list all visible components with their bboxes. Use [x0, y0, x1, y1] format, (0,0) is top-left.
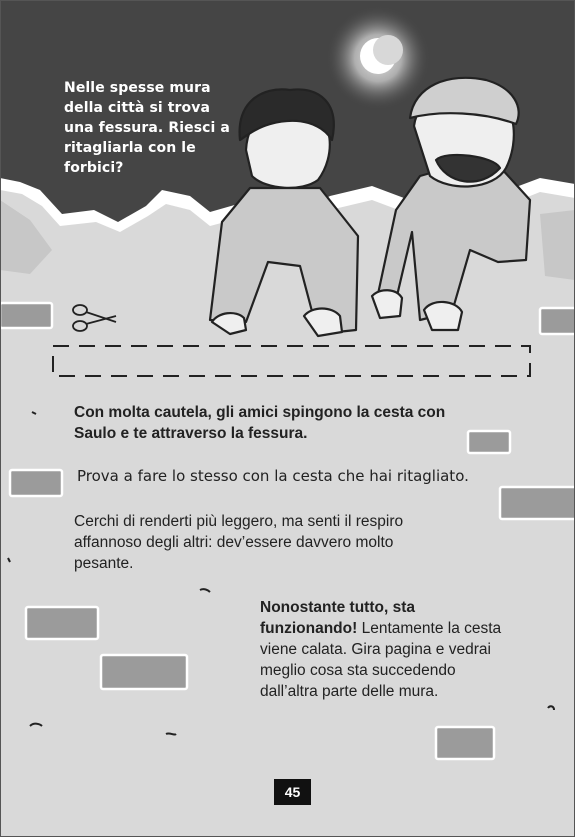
story-paragraph-4-bold: Nonostante tutto, sta funzionando!	[260, 599, 415, 637]
activity-instruction: Prova a fare lo stesso con la cesta che hai ritagliato.	[77, 467, 469, 485]
story-paragraph-4-rest: Lentamente la cesta viene calata. Gira pagina e vedrai meglio cosa sta succedendo dall’altra parte delle mura.	[260, 620, 502, 700]
intro-caption: Nelle spesse mura della città si trova una fessura. Riesci a ritagliarla con le forbici?	[64, 80, 230, 176]
story-paragraph-1: Con molta cautela, gli amici spingono la cesta con Saulo e te attraverso la fessura.	[74, 404, 446, 442]
crack-cut-line[interactable]	[52, 340, 532, 382]
story-paragraph-4	[260, 597, 510, 702]
story-paragraph-3: Cerchi di renderti più leggero, ma senti il respiro affannoso degli altri: dev’essere davvero molto pesante.	[74, 513, 404, 572]
page-number: 45	[274, 779, 311, 805]
